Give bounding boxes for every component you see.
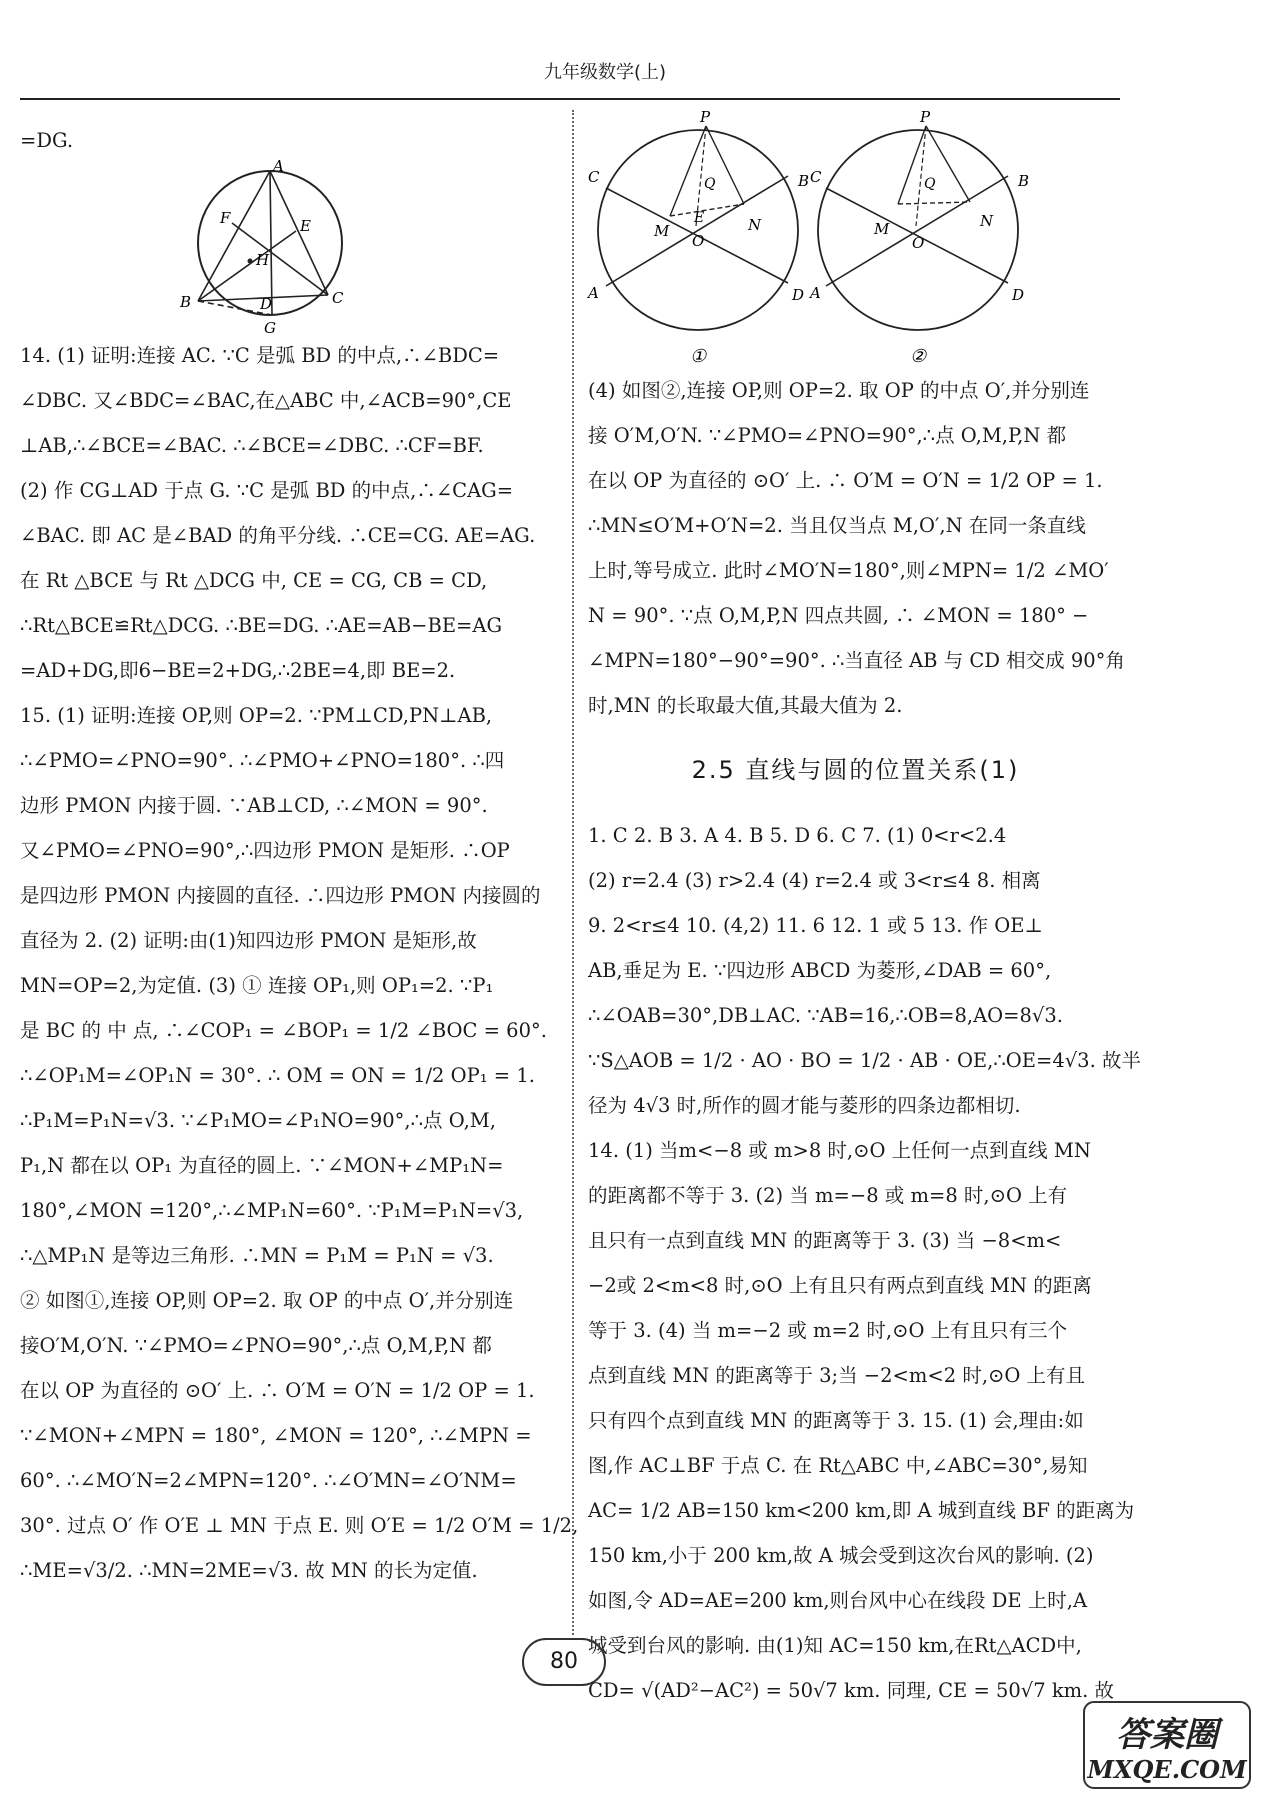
svg-text:F: F [220,209,231,227]
svg-text:P: P [920,108,931,126]
text-line: MN=OP=2,为定值. (3) ① 连接 OP₁,则 OP₁=2. ∵P₁ [20,974,494,997]
text-line: 180°,∠MON =120°,∴∠MP₁N=60°. ∵P₁M=P₁N=√3, [20,1199,524,1222]
text-line: 15. (1) 证明:连接 OP,则 OP=2. ∵PM⊥CD,PN⊥AB, [20,704,493,727]
svg-text:D: D [1012,286,1025,304]
text-line: 且只有一点到直线 MN 的距离等于 3. (3) 当 −8<m< [588,1229,1062,1252]
header-rule [20,98,1120,100]
text-line: 城受到台风的影响. 由(1)知 AC=150 km,在Rt△ACD中, [588,1634,1082,1657]
svg-text:N: N [748,216,762,234]
svg-text:B: B [1018,172,1030,190]
text-line: ∴ME=√3/2. ∴MN=2ME=√3. 故 MN 的长为定值. [20,1559,478,1582]
svg-text:M: M [654,222,670,240]
text-line: 只有四个点到直线 MN 的距离等于 3. 15. (1) 会,理由:如 [588,1409,1084,1432]
text-line: (2) 作 CG⊥AD 于点 G. ∵C 是弧 BD 的中点,∴∠CAG= [20,479,514,502]
svg-text:E: E [694,210,705,226]
svg-text:A: A [273,157,284,175]
text-line: 图,作 AC⊥BF 于点 C. 在 Rt△ABC 中,∠ABC=30°,易知 [588,1454,1088,1477]
text-line: 30°. 过点 O′ 作 O′E ⊥ MN 于点 E. 则 O′E = 1/2 O′M = 1/2, [20,1514,579,1537]
svg-text:P: P [700,108,711,126]
svg-text:O: O [692,232,705,250]
text-line: AB,垂足为 E. ∵四边形 ABCD 为菱形,∠DAB = 60°, [588,959,1052,982]
svg-text:B: B [798,172,810,190]
svg-text:A: A [588,284,599,302]
text-line: 的距离都不等于 3. (2) 当 m=−8 或 m=8 时,⊙O 上有 [588,1184,1068,1207]
svg-text:O: O [912,234,925,252]
text-line: 9. 2<r≤4 10. (4,2) 11. 6 12. 1 或 5 13. 作 OE⊥ [588,914,1043,937]
svg-text:Q: Q [704,176,716,192]
figure-label-one: ① [690,346,707,367]
text-line: ⊥AB,∴∠BCE=∠BAC. ∴∠BCE=∠DBC. ∴CF=BF. [20,434,484,457]
text-line: ∵∠MON+∠MPN = 180°, ∠MON = 120°, ∴∠MPN = [20,1424,532,1447]
svg-text:A: A [810,284,821,302]
figure-label-two: ② [910,346,927,367]
text-line: (2) r=2.4 (3) r>2.4 (4) r=2.4 或 3<r≤4 8. 相离 [588,869,1041,892]
text-line: P₁,N 都在以 OP₁ 为直径的圆上. ∵∠MON+∠MP₁N= [20,1154,504,1177]
svg-text:H: H [256,251,270,269]
text-line: 又∠PMO=∠PNO=90°,∴四边形 PMON 是矩形. ∴OP [20,839,510,862]
text-line: 时,MN 的长取最大值,其最大值为 2. [588,694,903,717]
svg-text:D: D [792,286,805,304]
text-line: −2或 2<m<8 时,⊙O 上有且只有两点到直线 MN 的距离 [588,1274,1092,1297]
text-line: ② 如图①,连接 OP,则 OP=2. 取 OP 的中点 O′,并分别连 [20,1289,514,1312]
text-line: 14. (1) 当m<−8 或 m>8 时,⊙O 上任何一点到直线 MN [588,1139,1091,1162]
running-header: 九年级数学(上) [543,62,667,83]
watermark-logo [1082,1700,1252,1790]
text-line: 在以 OP 为直径的 ⊙O′ 上. ∴ O′M = O′N = 1/2 OP = 1. [20,1379,535,1402]
text-line: ∵S△AOB = 1/2 · AO · BO = 1/2 · AB · OE,∴OE=4√3. 故半 [588,1049,1141,1072]
page-number: 80 [522,1638,606,1686]
svg-text:B: B [180,293,192,311]
text-line: 是四边形 PMON 内接圆的直径. ∴四边形 PMON 内接圆的 [20,884,541,907]
svg-text:E: E [300,217,311,235]
text-line: 60°. ∴∠MO′N=2∠MPN=120°. ∴∠O′MN=∠O′NM= [20,1469,517,1492]
text-line: 点到直线 MN 的距离等于 3;当 −2<m<2 时,⊙O 上有且 [588,1364,1086,1387]
svg-text:N: N [980,212,994,230]
two-circles-figure [588,108,1123,368]
text-line: 在 Rt △BCE 与 Rt △DCG 中, CE = CG, CB = CD, [20,569,488,592]
text-line: ∴MN≤O′M+O′N=2. 当且仅当点 M,O′,N 在同一条直线 [588,514,1086,537]
svg-text:D: D [260,295,273,313]
section-title: 2.5 直线与圆的位置关系(1) [691,756,1020,784]
text-line: CD= √(AD²−AC²) = 50√7 km. 同理, CE = 50√7 km. 故 [588,1679,1115,1702]
svg-text:G: G [264,319,276,337]
text-line: 直径为 2. (2) 证明:由(1)知四边形 PMON 是矩形,故 [20,929,477,952]
text-line: N = 90°. ∵点 O,M,P,N 四点共圆, ∴ ∠MON = 180° − [588,604,1089,627]
svg-text:C: C [588,168,600,186]
text-line: 接 O′M,O′N. ∵∠PMO=∠PNO=90°,∴点 O,M,P,N 都 [588,424,1067,447]
text-line: =AD+DG,即6−BE=2+DG,∴2BE=4,即 BE=2. [20,659,456,682]
text-line: 150 km,小于 200 km,故 A 城会受到这次台风的影响. (2) [588,1544,1094,1567]
figure-one [598,126,798,330]
text-line: ∴Rt△BCE≌Rt△DCG. ∴BE=DG. ∴AE=AB−BE=AG [20,614,503,637]
text-line: 14. (1) 证明:连接 AC. ∵C 是弧 BD 的中点,∴∠BDC= [20,344,500,367]
svg-text:Q: Q [924,176,936,192]
text-line: ∠DBC. 又∠BDC=∠BAC,在△ABC 中,∠ACB=90°,CE [20,389,512,412]
watermark-line-one: 答案圈 [1116,1715,1218,1755]
text-line: 如图,令 AD=AE=200 km,则台风中心在线段 DE 上时,A [588,1589,1088,1612]
text-line: 上时,等号成立. 此时∠MO′N=180°,则∠MPN= 1/2 ∠MO′ [588,559,1109,582]
circle-triangle-figure [20,157,560,337]
text-line: ∴∠OP₁M=∠OP₁N = 30°. ∴ OM = ON = 1/2 OP₁ = 1. [20,1064,535,1087]
column-divider [572,110,574,1635]
text-line: 是 BC 的 中 点, ∴∠COP₁ = ∠BOP₁ = 1/2 ∠BOC = 60°. [20,1019,547,1042]
watermark-line-two: MXQE.COM [1087,1755,1247,1784]
left-column [20,118,579,1593]
svg-text:C: C [332,289,344,307]
text-line: (4) 如图②,连接 OP,则 OP=2. 取 OP 的中点 O′,并分别连 [588,379,1090,402]
text-line: 接O′M,O′N. ∵∠PMO=∠PNO=90°,∴点 O,M,P,N 都 [20,1334,492,1357]
text-line: ∴∠PMO=∠PNO=90°. ∴∠PMO+∠PNO=180°. ∴四 [20,749,505,772]
text-line: 边形 PMON 内接于圆. ∵AB⊥CD, ∴∠MON = 90°. [20,794,488,817]
text-line: =DG. [20,129,74,152]
text-line: 等于 3. (4) 当 m=−2 或 m=2 时,⊙O 上有且只有三个 [588,1319,1068,1342]
text-line: ∴∠OAB=30°,DB⊥AC. ∵AB=16,∴OB=8,AO=8√3. [588,1004,1063,1027]
text-line: 1. C 2. B 3. A 4. B 5. D 6. C 7. (1) 0<r<2.4 [588,824,1007,847]
right-column [588,108,1141,1713]
text-line: ∴P₁M=P₁N=√3. ∵∠P₁MO=∠P₁NO=90°,∴点 O,M, [20,1109,496,1132]
text-line: ∴△MP₁N 是等边三角形. ∴MN = P₁M = P₁N = √3. [20,1244,494,1267]
text-line: AC= 1/2 AB=150 km<200 km,即 A 城到直线 BF 的距离为 [588,1499,1135,1522]
svg-text:M: M [874,220,890,238]
text-line: 在以 OP 为直径的 ⊙O′ 上. ∴ O′M = O′N = 1/2 OP = 1. [588,469,1103,492]
svg-text:C: C [810,168,822,186]
text-line: ∠MPN=180°−90°=90°. ∴当直径 AB 与 CD 相交成 90°角 [588,649,1125,672]
text-line: 径为 4√3 时,所作的圆才能与菱形的四条边都相切. [588,1094,1021,1117]
text-line: ∠BAC. 即 AC 是∠BAD 的角平分线. ∴CE=CG. AE=AG. [20,524,536,547]
